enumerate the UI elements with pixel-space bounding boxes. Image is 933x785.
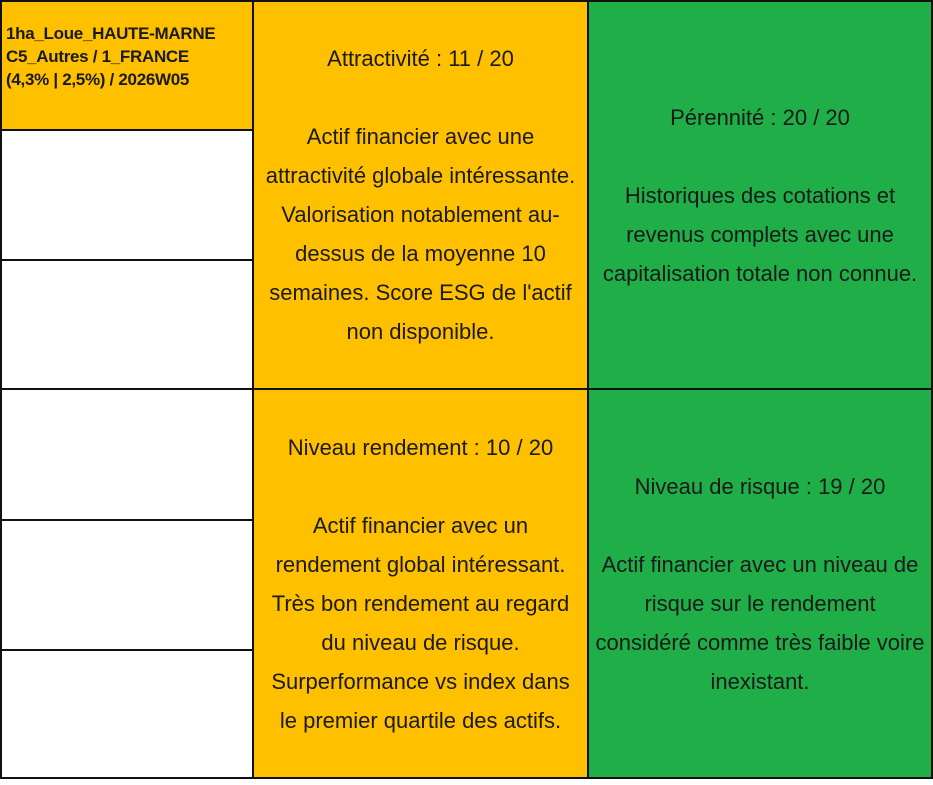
rendement-score: Niveau rendement : 10 / 20 [287,434,554,460]
rendement-description: Actif financier avec un rendement global intéressant. Très bon rendement au regard du niveau de risque. Surperformance vs index dans le premier quartile des actifs. [271,512,570,733]
risque-cell [587,388,933,779]
risque-description: Actif financier avec un niveau de risque sur le rendement considéré comme très faible voire inexistant. [595,551,925,694]
asset-category: C5_Autres / 1_FRANCE [6,47,189,66]
attractivite-score: Attractivité : 11 / 20 [327,46,514,71]
attractivite-cell [252,0,589,390]
asset-header-cell [0,0,254,131]
risque-score: Niveau de risque : 19 / 20 [634,473,886,499]
rendement-cell [252,388,589,779]
perennite-score: Pérennité : 20 / 20 [670,104,850,130]
asset-name: 1ha_Loue_HAUTE-MARNE [6,24,216,43]
asset-rates-week: (4,3% | 2,5%) / 2026W05 [6,70,190,89]
attractivite-description: Actif financier avec une attractivité globale intéressante. Valorisation notablement au-dessus de la moyenne 10 semaines. Score ESG de l'actif non disponible. [265,124,576,344]
empty-cell [0,519,254,651]
empty-cell [0,649,254,779]
empty-cell [0,259,254,390]
empty-cell [0,388,254,521]
perennite-cell [587,0,933,390]
perennite-description: Historiques des cotations et revenus complets avec une capitalisation totale non connue. [602,182,918,286]
empty-cell [0,129,254,261]
